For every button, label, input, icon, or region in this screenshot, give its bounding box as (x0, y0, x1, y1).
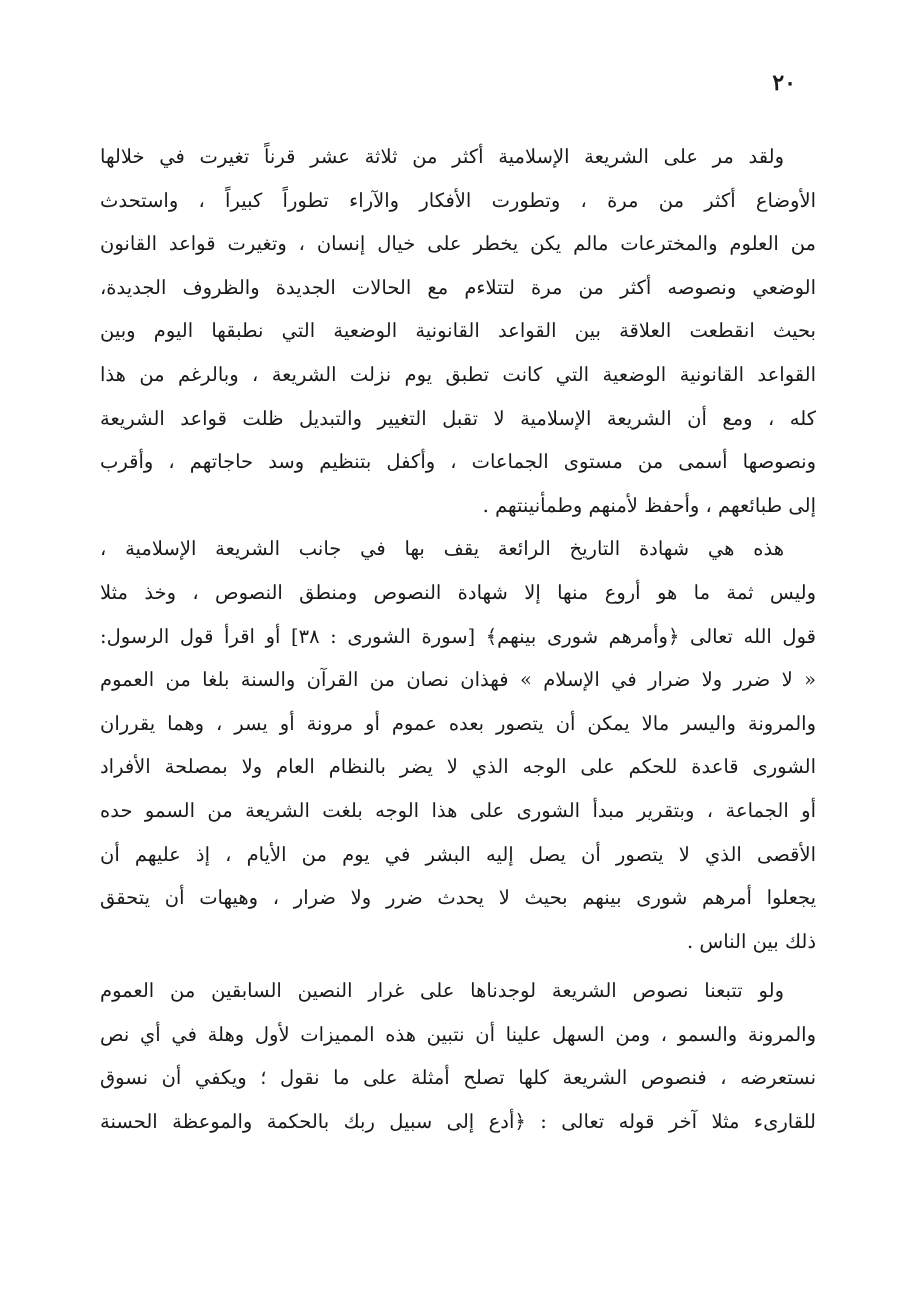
page-number: ٢٠ (772, 70, 796, 96)
text-line: والمرونة والسمو ، ومن السهل علينا أن نتبين هذه المميزات لأول وهلة في أي نص (100, 1022, 816, 1046)
text-line: الأوضاع أكثر من مرة ، وتطورت الأفكار والآراء تطوراً كبيراً ، واستحدث (100, 188, 816, 212)
text-line: القواعد القانونية الوضعية التي كانت تطبق يوم نزلت الشريعة ، وبالرغم من هذا (100, 362, 816, 386)
text-line: « لا ضرر ولا ضرار في الإسلام » فهذان نصان من القرآن والسنة بلغا من العموم (100, 668, 816, 692)
text-line: الشورى قاعدة للحكم على الوجه الذي لا يضر بالنظام العام ولا بمصلحة الأفراد (100, 755, 816, 779)
text-line: الأقصى الذي لا يتصور أن يصل إليه البشر في يوم من الأيام ، إذ عليهم أن (100, 842, 816, 866)
text-line: قول الله تعالى ﴿وأمرهم شورى بينهم﴾ [سورة الشورى : ٣٨] أو اقرأ قول الرسول: (100, 624, 816, 648)
text-line: كله ، ومع أن الشريعة الإسلامية لا تقبل التغيير والتبديل ظلت قواعد الشريعة (100, 406, 816, 430)
text-line: ونصوصها أسمى من مستوى الجماعات ، وأكفل بتنظيم وسد حاجاتهم ، وأقرب (100, 450, 816, 474)
text-line: ولو تتبعنا نصوص الشريعة لوجدناها على غرار النصين السابقين من العموم (100, 979, 784, 1003)
text-line: يجعلوا أمرهم شورى بينهم بحيث لا يحدث ضرر ولا ضرار ، وهيهات أن يتحقق (100, 886, 816, 910)
text-line: نستعرضه ، فنصوص الشريعة كلها تصلح أمثلة على ما نقول ؛ ويكفي أن نسوق (100, 1066, 816, 1090)
body-text (100, 135, 816, 1144)
text-line: الوضعي ونصوصه أكثر من مرة لتتلاءم مع الحالات الجديدة والظروف الجديدة، (100, 275, 816, 299)
text-line: والمرونة واليسر مالا يمكن أن يتصور بعده عموم أو مرونة أو يسر ، وهما يقرران (100, 711, 816, 735)
text-line: ولقد مر على الشريعة الإسلامية أكثر من ثلاثة عشر قرناً تغيرت في خلالها (100, 145, 784, 168)
text-line: أو الجماعة ، وبتقرير مبدأ الشورى على هذا الوجه بلغت الشريعة من السمو حده (100, 798, 816, 822)
text-line: هذه هي شهادة التاريخ الرائعة يقف بها في جانب الشريعة الإسلامية ، (100, 537, 784, 561)
text-line: إلى طبائعهم ، وأحفظ لأمنهم وطمأنينتهم . (482, 493, 816, 517)
text-line: من العلوم والمخترعات مالم يكن يخطر على خيال إنسان ، وتغيرت قواعد القانون (100, 232, 816, 256)
text-line: ذلك بين الناس . (687, 929, 816, 953)
text-line: للقارىء مثلا آخر قوله تعالى : ﴿أدع إلى سبيل ربك بالحكمة والموعظة الحسنة (100, 1110, 816, 1134)
text-line: وليس ثمة ما هو أروع منها إلا شهادة النصوص ومنطق النصوص ، وخذ مثلا (100, 580, 816, 604)
text-line: بحيث انقطعت العلاقة بين القواعد القانونية الوضعية التي نطبقها اليوم وبين (100, 319, 816, 343)
